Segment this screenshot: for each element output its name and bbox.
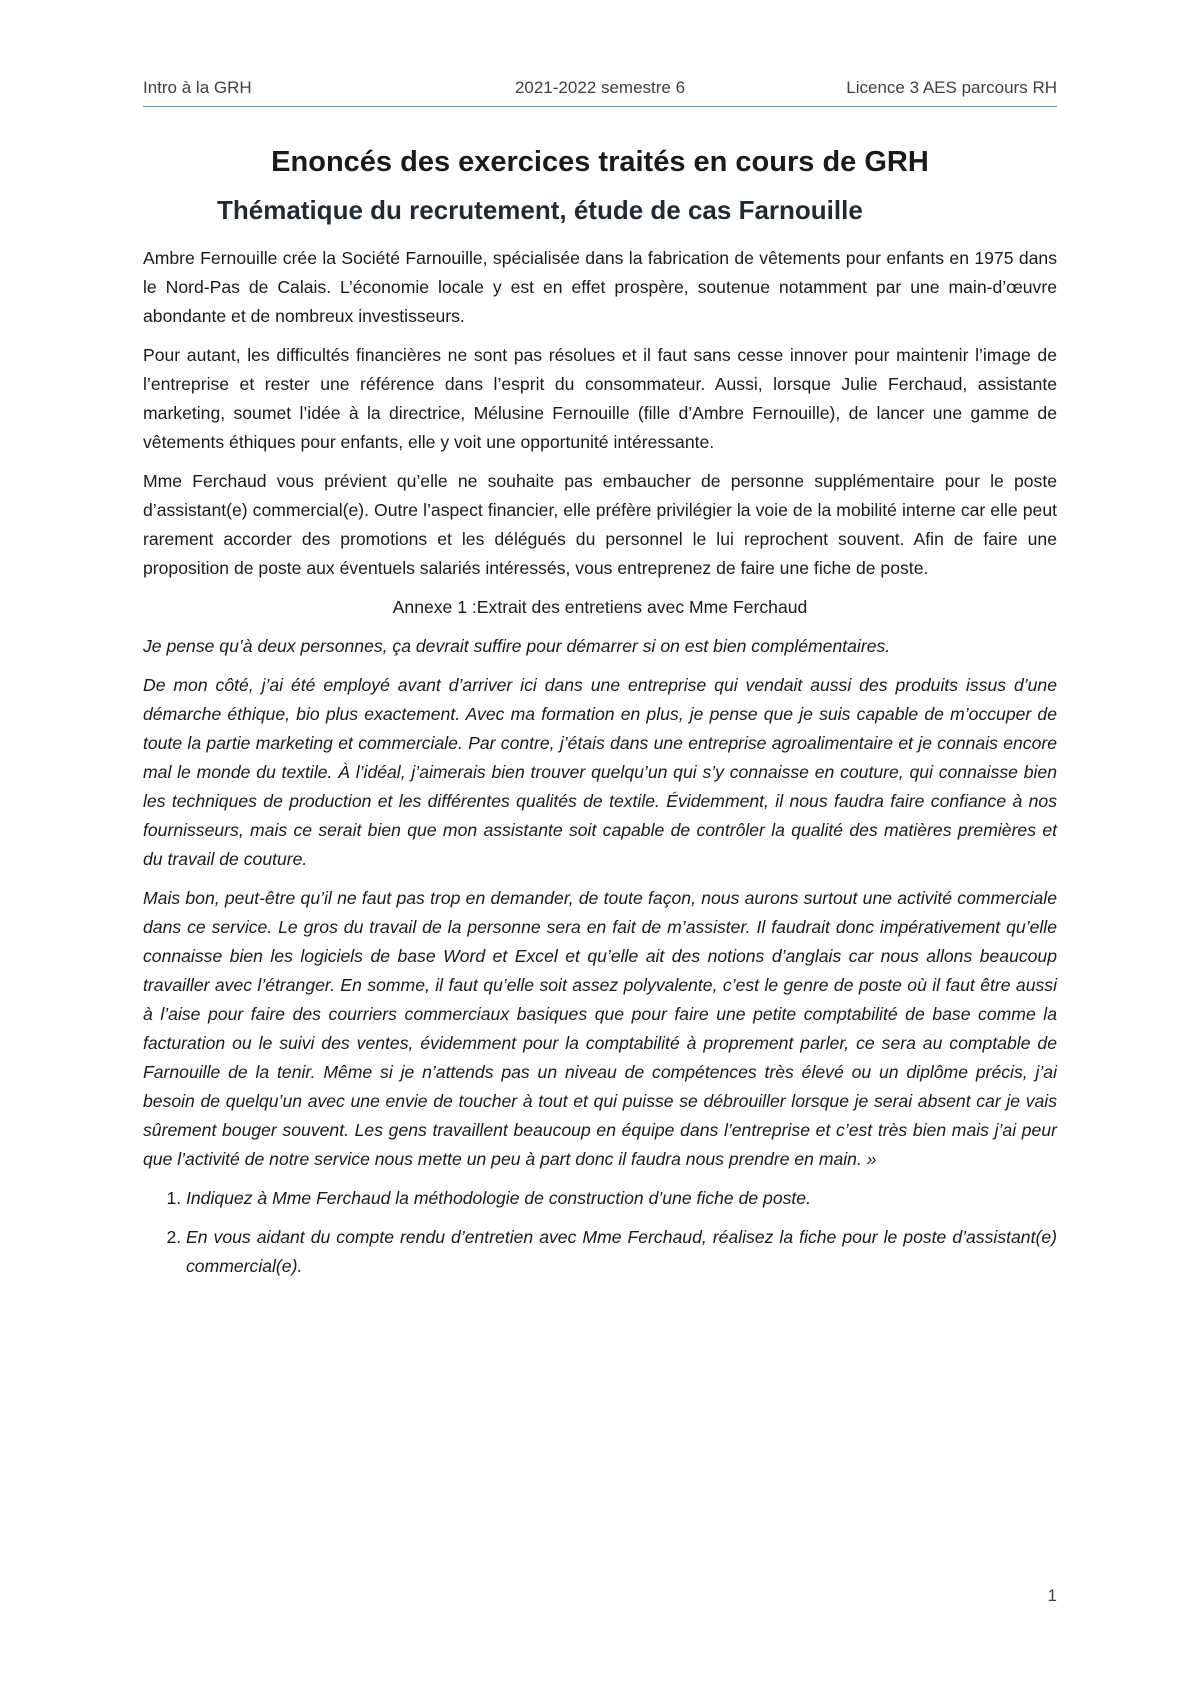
question-item: 2. En vous aidant du compte rendu d’entretien avec Mme Ferchaud, réalisez la fiche pour le poste d’assistant(e) commercial(e). xyxy=(186,1223,1057,1281)
question-item: 1. Indiquez à Mme Ferchaud la méthodologie de construction d’une fiche de poste. xyxy=(186,1184,1057,1213)
interview-quote: Mais bon, peut-être qu’il ne faut pas trop en demander, de toute façon, nous aurons surtout une activité commerciale dans ce service. Le gros du travail de la personne sera en fait de m’assister. Il faudrait donc impérativement qu’elle connaisse bien les logiciels de base Word et Excel et qu’elle ait des notions d’anglais car nous allons beaucoup travailler avec l’étranger. En somme, il faut qu’elle soit assez polyvalente, c’est le genre de poste où il faut être aussi à l’aise pour faire des courriers commerciaux basiques que pour faire une petite comptabilité de base comme la facturation ou le suivi des ventes, évidemment pour la comptabilité à proprement parler, ce sera au comptable de Farnouille de la tenir. Même si je n’attends pas un niveau de compétences très élevé ou un diplôme précis, j’ai besoin de quelqu’un avec une envie de toucher à tout et qui puisse se débrouiller lorsque je serai absent car je vais sûrement bouger souvent. Les gens travaillent beaucoup en équipe dans l’entreprise et c’est très bien mais j’ai peur que l’activité de notre service nous mette un peu à part donc il faudra nous prendre en main. » xyxy=(143,888,1057,1169)
interview-quote: Je pense qu’à deux personnes, ça devrait suffire pour démarrer si on est bien complémentaires. xyxy=(143,636,891,656)
page-number: 1 xyxy=(1047,1586,1057,1605)
header-program: Licence 3 AES parcours RH xyxy=(846,78,1057,97)
questions-list xyxy=(143,1184,1057,1281)
page-header xyxy=(143,74,1057,107)
interview-quote: De mon côté, j’ai été employé avant d’arriver ici dans une entreprise qui vendait aussi des produits issus d’une démarche éthique, bio plus exactement. Avec ma formation en plus, je pense que je suis capable de m’occuper de toute la partie marketing et commerciale. Par contre, j’étais dans une entreprise agroalimentaire et je connais encore mal le monde du textile. À l’idéal, j’aimerais bien trouver quelqu’un qui s’y connaisse en couture, qui connaisse bien les techniques de production et les différentes qualités de textile. Évidemment, il nous faudra faire confiance à nos fournisseurs, mais ce serait bien que mon assistante soit capable de contrôler la qualité des matières premières et du travail de couture. xyxy=(143,675,1057,869)
paragraph: Mme Ferchaud vous prévient qu’elle ne souhaite pas embaucher de personne supplémentaire pour le poste d’assistant(e) commercial(e). Outre l’aspect financier, elle préfère privilégier la voie de la mobilité interne car elle peut rarement accorder des promotions et les délégués du personnel le lui reprochent souvent. Afin de faire une proposition de poste aux éventuels salariés intéressés, vous entreprenez de faire une fiche de poste. xyxy=(143,471,1057,578)
section-subtitle: Thématique du recrutement, étude de cas Farnouille xyxy=(217,195,863,225)
header-semester: 2021-2022 semestre 6 xyxy=(514,78,686,97)
header-course: Intro à la GRH xyxy=(143,78,252,97)
page-content xyxy=(143,146,1057,1291)
page-title: Enoncés des exercices traités en cours de GRH xyxy=(271,146,929,178)
paragraph: Pour autant, les difficultés financières ne sont pas résolues et il faut sans cesse innover pour maintenir l’image de l’entreprise et rester une référence dans l’esprit du consommateur. Aussi, lorsque Julie Ferchaud, assistante marketing, soumet l’idée à la directrice, Mélusine Fernouille (fille d’Ambre Fernouille), de lancer une gamme de vêtements éthiques pour enfants, elle y voit une opportunité intéressante. xyxy=(143,345,1057,452)
annex-title: Annexe 1 :Extrait des entretiens avec Mme Ferchaud xyxy=(392,597,808,617)
paragraph: Ambre Fernouille crée la Société Farnouille, spécialisée dans la fabrication de vêtements pour enfants en 1975 dans le Nord-Pas de Calais. L’économie locale y est en effet prospère, soutenue notamment par une main-d’œuvre abondante et de nombreux investisseurs. xyxy=(143,248,1057,326)
